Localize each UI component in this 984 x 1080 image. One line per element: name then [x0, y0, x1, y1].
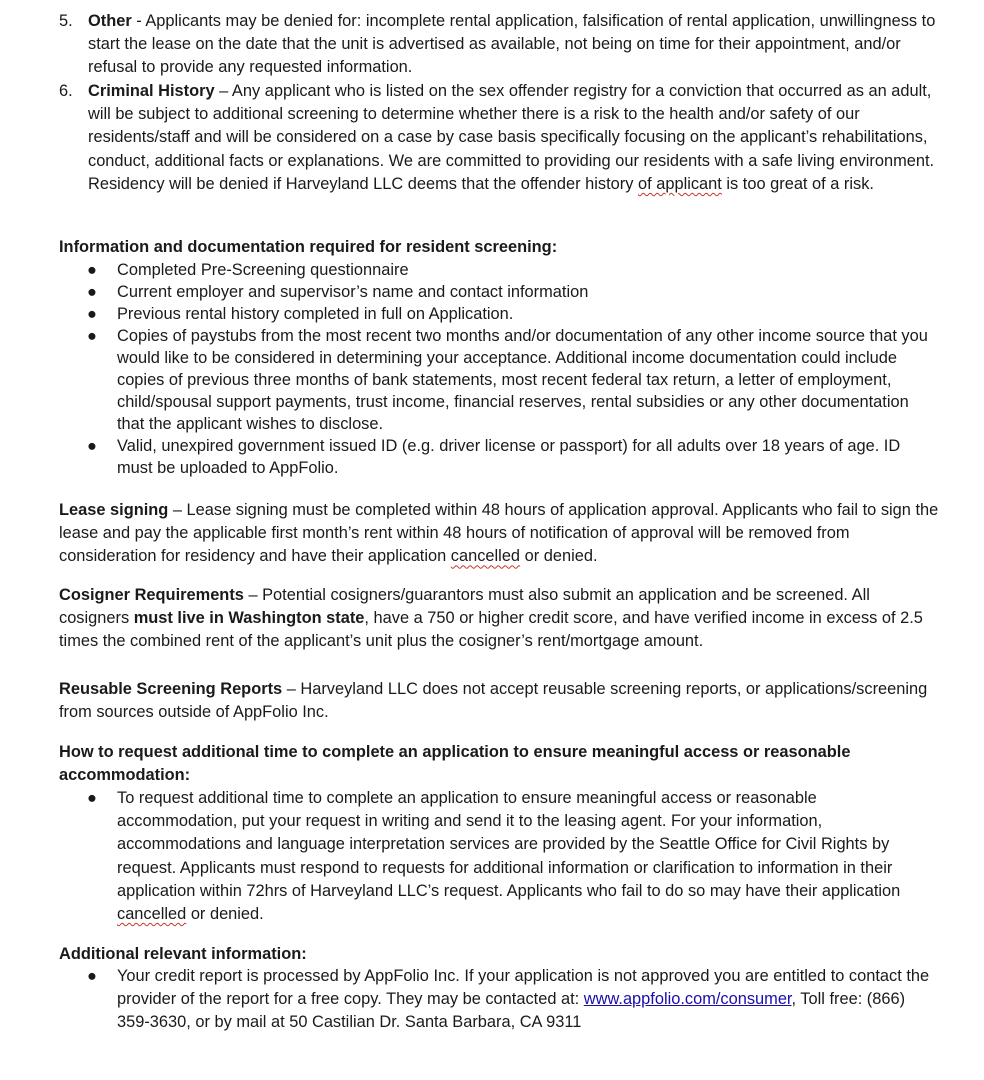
section-title: Reusable Screening Reports	[59, 680, 283, 698]
list-item-text: Copies of paystubs from the most recent two months and/or documentation of any other income source that you would like to be considered in determining your acceptance. Additional income documentation could include copies of previous three months of bank statements, most recent federal tax return, a letter of employment, child/spousal support payments, trust income, financial reserves, rental subsidies or any other documentation that the applicant wishes to disclose.	[117, 327, 928, 433]
item-title: Other	[88, 12, 132, 30]
list-item	[59, 325, 939, 435]
list-item	[59, 259, 939, 281]
list-item-text-end: or denied.	[186, 905, 264, 924]
list-item-text: Previous rental history completed in full on Application.	[117, 305, 514, 323]
relevant-info-list	[59, 965, 939, 1035]
spellcheck-flag[interactable]: cancelled	[117, 905, 187, 924]
list-item-other	[59, 10, 939, 80]
list-item-text-end: , Toll free: (866) 359-3630, or by mail at 50 Castilian Dr. Santa Barbara, CA 9311	[117, 990, 906, 1032]
paragraph-text: – Harveyland LLC does not accept reusable screening reports, or applications/screening from sources outside of AppFolio Inc.	[59, 680, 928, 722]
bullet-icon: ●	[87, 967, 97, 985]
spellcheck-flag[interactable]: of applicant	[638, 174, 722, 193]
relevant-info-heading: Additional relevant information:	[59, 945, 307, 963]
screening-heading: Information and documentation required for resident screening:	[59, 238, 558, 256]
cosigner-paragraph	[59, 584, 939, 654]
screening-list	[59, 259, 939, 479]
list-item-text: Current employer and supervisor’s name and contact information	[117, 283, 589, 301]
list-item-text: Valid, unexpired government issued ID (e.g. driver license or passport) for all adults over 18 years of age. ID must be uploaded to AppFolio.	[117, 437, 901, 477]
section-title: Cosigner Requirements	[59, 586, 244, 604]
appfolio-consumer-link[interactable]: www.appfolio.com/consumer	[583, 990, 792, 1009]
reusable-reports-paragraph	[59, 678, 939, 724]
item-title: Criminal History	[88, 82, 215, 100]
list-number: 5.	[59, 12, 73, 30]
additional-time-heading: How to request additional time to complete an application to ensure meaningful access or reasonable accommodation:	[59, 743, 851, 785]
list-item-text: To request additional time to complete an application to ensure meaningful access or reasonable accommodation, put your request in writing and send it to the leasing agent. For your information, accommodations and language interpretation services are provided by the Seattle Office for Civil Rights by request. Applicants must respond to requests for additional information or clarification to information in their application within 72hrs of Harveyland LLC’s request. Applicants who fail to do so may have their application	[117, 789, 901, 900]
bullet-icon: ●	[87, 437, 97, 455]
additional-time-list	[59, 787, 939, 926]
list-item-text: Completed Pre-Screening questionnaire	[117, 261, 409, 279]
emphasis-text: must live in Washington state	[133, 609, 365, 628]
list-item	[59, 787, 939, 926]
item-body: – Any applicant who is listed on the sex offender registry for a conviction that occurred as an adult, will be subject to additional screening to determine whether there is a risk to the health and/or safety of our residents/staff and will be considered on a case by case basis specifically focusing on the applicant’s rehabilitations, conduct, additional facts or explanations. We are committed to providing our residents with a safe living environment. Residency will be denied if Harveyland LLC deems that the offender history	[88, 82, 935, 193]
bullet-icon: ●	[87, 789, 97, 807]
list-item-criminal-history	[59, 80, 939, 196]
paragraph-text: – Lease signing must be completed within 48 hours of application approval. Applicants who fail to sign the lease and pay the applicable first month’s rent within 48 hours of notification of approval will be removed from consideration for residency and have their application	[59, 501, 939, 566]
lease-signing-paragraph	[59, 499, 939, 569]
item-body: - Applicants may be denied for: incomplete rental application, falsification of rental application, unwillingness to start the lease on the date that the unit is advertised as available, not being on time for their appointment, and/or refusal to provide any requested information.	[88, 12, 936, 77]
list-item-text	[88, 80, 939, 196]
bullet-icon: ●	[87, 261, 97, 279]
section-title: Lease signing	[59, 501, 169, 519]
spellcheck-flag[interactable]: cancelled	[450, 547, 521, 566]
bullet-icon: ●	[87, 305, 97, 323]
list-item	[59, 281, 939, 303]
list-number: 6.	[59, 82, 73, 100]
bullet-icon: ●	[87, 327, 97, 345]
paragraph-text-end: or denied.	[520, 547, 598, 566]
list-item	[59, 965, 939, 1035]
list-item	[59, 435, 939, 479]
list-item	[59, 303, 939, 325]
item-body-end: is too great of a risk.	[721, 174, 874, 193]
paragraph-text: – Potential cosigners/guarantors must also submit an application and be screened. All cosigners	[59, 586, 870, 628]
list-item-text	[88, 10, 939, 80]
list-item-text: Your credit report is processed by AppFolio Inc. If your application is not approved you are entitled to contact the provider of the report for a free copy. They may be contacted at:	[117, 967, 930, 1009]
bullet-icon: ●	[87, 283, 97, 301]
paragraph-text-end: , have a 750 or higher credit score, and have verified income in excess of 2.5 times the combined rent of the applicant’s unit plus the cosigner’s rent/mortgage amount.	[59, 609, 923, 651]
